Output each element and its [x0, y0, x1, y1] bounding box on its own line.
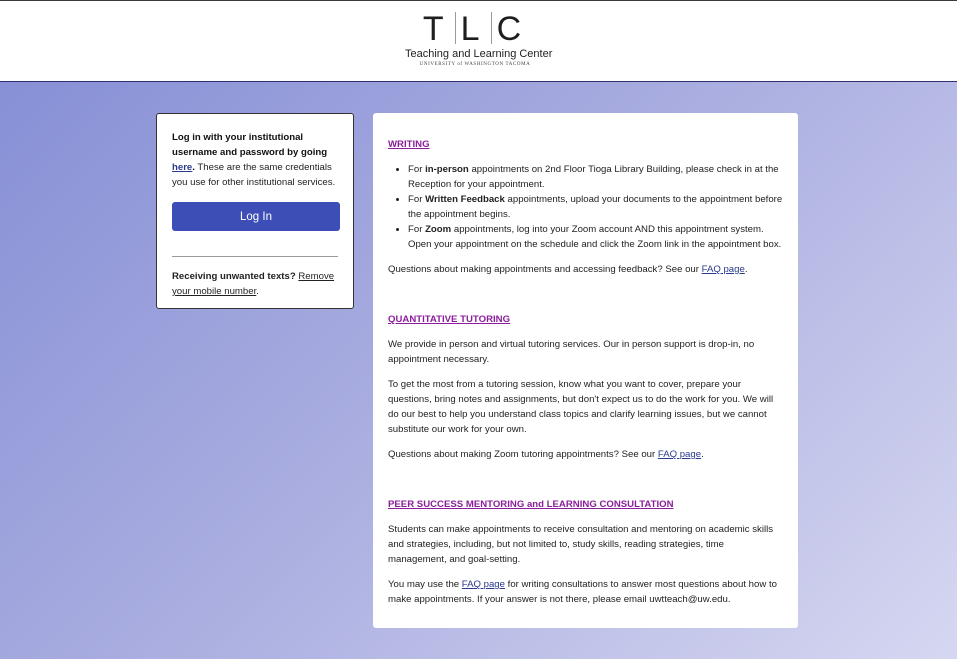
writing-list	[388, 162, 783, 252]
login-instructions	[172, 130, 338, 190]
bullet-prefix: For	[408, 164, 426, 175]
writing-faq-link[interactable]: FAQ page	[701, 264, 745, 275]
main-content	[0, 82, 957, 659]
login-button[interactable]: Log In	[172, 202, 340, 231]
quant-faq-text	[388, 447, 783, 462]
bullet-text: appointments, upload your documents to the appointment before the appointment begins.	[408, 194, 783, 220]
login-intro-bold: Log in with your institutional username and password by going	[172, 132, 328, 158]
section-title-writing: WRITING	[388, 139, 430, 150]
bullet-bold: Zoom	[425, 224, 452, 235]
site-header	[0, 1, 957, 82]
unwanted-texts-label: Receiving unwanted texts?	[172, 271, 296, 282]
list-item	[408, 162, 783, 192]
logo-separator	[491, 12, 492, 44]
here-link[interactable]: here	[172, 162, 193, 173]
faq-prefix: Questions about making appointments and accessing feedback? See our	[388, 264, 702, 275]
login-period: .	[192, 162, 195, 173]
unwanted-texts	[172, 269, 338, 299]
logo-letter-c: C	[496, 10, 528, 48]
peer-faq-text	[388, 577, 783, 607]
bullet-bold: Written Feedback	[425, 194, 505, 205]
bullet-prefix: For	[408, 194, 426, 205]
remove-mobile-link[interactable]: Remove your mobile number	[172, 271, 335, 297]
faq-prefix: Questions about making Zoom tutoring appointments? See our	[388, 449, 658, 460]
section-title-quantitative: QUANTITATIVE TUTORING	[388, 314, 511, 325]
tlc-logo[interactable]	[405, 10, 553, 71]
faq-prefix: You may use the	[388, 579, 462, 590]
logo-university: UNIVERSITY of WASHINGTON TACOMA	[419, 62, 531, 67]
section-title-peer-mentoring: PEER SUCCESS MENTORING and LEARNING CONSULTATION	[388, 499, 674, 510]
faq-suffix: .	[701, 449, 704, 460]
list-item	[408, 222, 783, 252]
bullet-text: appointments on 2nd Floor Tioga Library Building, please check in at the Reception for your appointment.	[408, 164, 779, 190]
bullet-bold: in-person	[425, 164, 469, 175]
logo-subtitle: Teaching and Learning Center	[405, 48, 553, 60]
bullet-prefix: For	[408, 224, 426, 235]
info-panel	[373, 113, 798, 628]
writing-faq-text	[388, 262, 783, 277]
login-panel	[156, 113, 354, 309]
login-divider	[172, 256, 338, 257]
faq-suffix: .	[744, 264, 748, 275]
bullet-text: appointments, log into your Zoom account AND this appointment system. Open your appointment on the schedule and click the Zoom link in the appointment box.	[408, 224, 782, 250]
faq-suffix: for writing consultations to answer most questions about how to make appointments. If your answer is not there, please email uwtteach@uw.edu.	[388, 579, 777, 605]
unwanted-period: .	[256, 286, 259, 297]
quant-paragraph-1: We provide in person and virtual tutoring services. Our in person support is drop-in, no appointment necessary.	[388, 339, 755, 365]
login-intro-rest: These are the same credentials you use for other institutional services.	[172, 162, 336, 188]
quant-faq-link[interactable]: FAQ page	[657, 449, 702, 460]
logo-letter-l: L	[460, 10, 486, 48]
peer-paragraph-1: Students can make appointments to receive consultation and mentoring on academic skills and strategies, including, but not limited to, study skills, reading strategies, time management, and goal-setting.	[388, 524, 774, 565]
list-item	[408, 192, 783, 222]
logo-letters	[405, 11, 545, 47]
logo-letter-t: T	[422, 10, 450, 48]
logo-separator	[455, 12, 456, 44]
peer-faq-link[interactable]: FAQ page	[461, 579, 505, 590]
quant-paragraph-2: To get the most from a tutoring session, know what you want to cover, prepare your questions, bring notes and assignments, but don't expect us to do the work for you. We will do our best to help you understand class topics and clarify learning issues, but we cannot substitute our work for your own.	[388, 379, 774, 435]
